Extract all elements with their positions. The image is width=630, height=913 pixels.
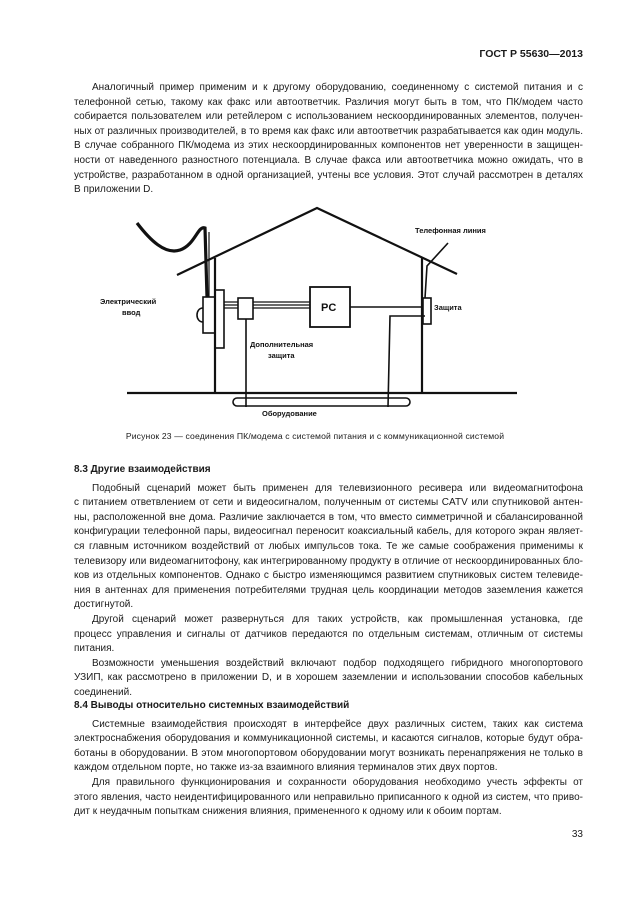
paragraph-line: собирается пользователем или ретейлером с использованием нескоординированных элементов, получен-: [74, 111, 583, 123]
pc-label: PC: [321, 302, 337, 314]
extra-protection-label: Дополнительная: [250, 340, 314, 349]
paragraph-line: каждом отдельном порте, но также из-за взаимного влияния терминалов этих двух портов.: [74, 762, 498, 774]
extra-protection-box: [238, 298, 253, 319]
figure-caption: Рисунок 23 — соединения ПК/модема с системой питания и с коммуникационной системой: [125, 431, 505, 441]
protection-label: Защита: [434, 303, 462, 312]
paragraph-line: с питанием ответвлением от сети и видеосигналом, полученным от системы CATV или спутниковой антен-: [74, 497, 583, 509]
power-entry-label: Электрический: [100, 297, 157, 306]
paragraph-line: ков из отдельных компонентов. Однако с быстро изменяющимся развитием спутниковых систем телевиде-: [74, 570, 583, 582]
roof: [177, 208, 457, 275]
document-id-header: ГОСТ Р 55630—2013: [479, 48, 583, 60]
paragraph-line: телевизору или видеомагнитофону, как интегрированному продукту в отличие от нескоординированных бло-: [74, 555, 583, 567]
phone-line: [425, 243, 448, 298]
paragraph-line: Другой сценарий может развернуться для таких устройств, как промышленная установка, где: [92, 613, 583, 625]
phone-line-label: Телефонная линия: [415, 226, 486, 235]
paragraph-line: УЗИП, как рассмотрено в приложении D, и в хорошем заземлении и использовании способов кабельных: [74, 672, 583, 684]
paragraph-line: ны, расположенной вне дома. Различие заключается в том, что вместо симметричной и сбалансированной: [74, 511, 583, 523]
paragraph-line: устройстве, разработанном в одной организацией, учтены все условия. Этот случай рассмотрен в деталях: [74, 169, 583, 181]
paragraph-line: процесс управления и сигналы от датчиков передаются по отдельным системам, отличным от системы: [74, 628, 583, 640]
plug: [197, 308, 203, 322]
extra-protection-label-2: защита: [268, 351, 295, 360]
protection-box: [423, 298, 431, 324]
paragraph-line: ных от различных производителей, в то время как факс или автоответчик разрабатывается как один модуль.: [74, 125, 583, 137]
paragraph-line: В случае собранного ПК/модема из этих нескоординированных компонентов нет уверенности в защищен-: [74, 140, 583, 152]
paragraph-line: ся главным источником воздействий от любых импульсов тока. Те же самые соображения применимы к: [74, 540, 583, 552]
paragraph-line: телефонной сетью, такому как факс или автоответчик. Различия могут быть в том, что ПК/модем часто: [74, 96, 583, 108]
paragraph-line: ботаны в оборудовании. В этом многопортовом оборудовании могут возникать перенапряжения не только в: [74, 747, 583, 759]
paragraph-line: соединений.: [74, 686, 132, 698]
paragraph-line: питания.: [74, 643, 115, 655]
paragraph-line: Системные взаимодействия происходят в интерфейсе двух различных систем, таких как система: [92, 718, 583, 730]
equipment-bar: [233, 398, 410, 406]
power-cable: [137, 223, 207, 297]
equipment-label: Оборудование: [262, 409, 317, 418]
paragraph-line: Подобный сценарий может быть применен для телевизионного ресивера или видеомагнитофона: [92, 482, 583, 494]
paragraph-line: этого явления, часто неидентифицированного или неправильно приписанного к одной из систем, что приво-: [74, 791, 583, 803]
page-number: 33: [571, 829, 583, 840]
section-heading-8-3: 8.3 Другие взаимодействия: [74, 464, 211, 475]
paragraph-line: ния в антеннах для применения потребителями трудная цель координации методов заземления кажется: [74, 584, 583, 596]
paragraph-line: В приложении D.: [74, 184, 154, 196]
paragraph-line: Для правильного функционирования и сохранности оборудования необходимо учесть эффекты от: [92, 776, 583, 788]
distribution-panel: [215, 290, 224, 348]
section-heading-8-4: 8.4 Выводы относительно системных взаимодействий: [74, 700, 350, 711]
paragraph-line: дит к неудачным попыткам снижения влияния, примененного к одному или к обоим портам.: [74, 806, 502, 818]
paragraph-line: Аналогичный пример применим и к другому оборудованию, соединенному с системой питания и с: [92, 82, 583, 93]
paragraph-line: ности от наведенного разностного потенциала. В случае факса или автоответчика можно ожидать, что в: [74, 154, 583, 166]
paragraph-line: электроснабжения оборудования и коммуникационной системы, и касаются сигналов, которые будут обра-: [74, 733, 583, 745]
paragraph-line: достигнутой.: [74, 599, 134, 611]
section-8-4-text: [74, 718, 583, 820]
power-entry-label-2: ввод: [122, 308, 141, 317]
paragraph-line: конфигурации телефонной пары, видеосигнал переносит коаксиальный кабель, для которого экран являет-: [74, 526, 583, 538]
power-meter-box: [203, 297, 215, 333]
section-8-3-text: [74, 482, 583, 701]
paragraph-line: Возможности уменьшения воздействий включают подбор подходящего гибридного многопортового: [92, 657, 583, 669]
